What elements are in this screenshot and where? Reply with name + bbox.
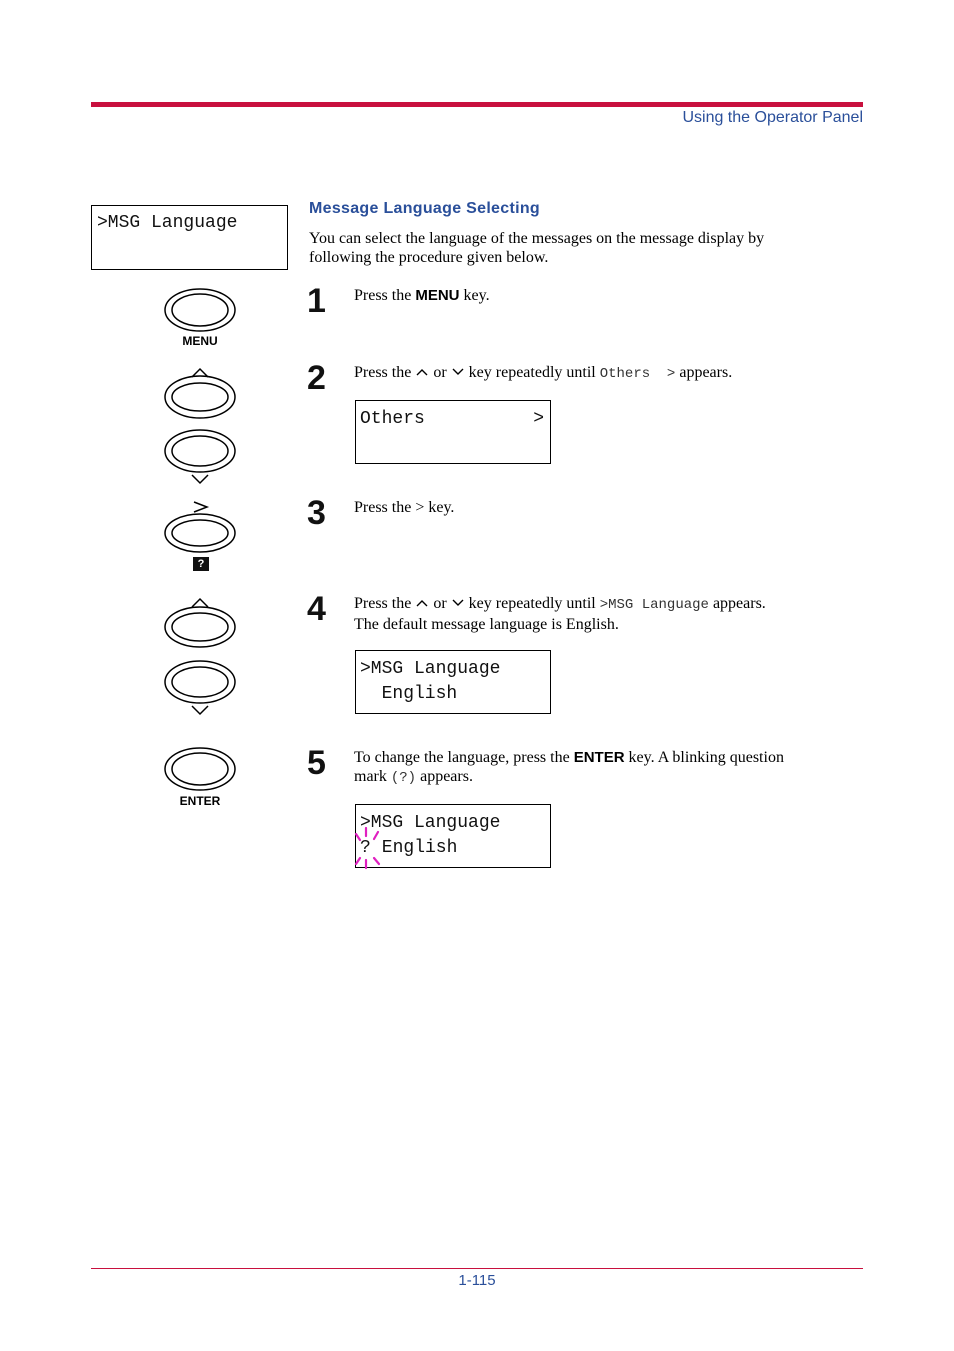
section-title: Message Language Selecting: [309, 200, 540, 217]
enter-key-icon: [162, 747, 238, 793]
right-key-icon: [162, 498, 238, 554]
down-key-icon-2: [162, 660, 238, 718]
step-4-line-2: The default message language is English.: [354, 616, 619, 633]
step-4-code: >MSG Language: [599, 597, 709, 613]
step-number-3: 3: [307, 494, 326, 532]
step-5-pre: To change the language, press the: [354, 749, 574, 766]
lcd-msg-language-english: [355, 650, 551, 714]
caret-down-icon: [451, 367, 465, 377]
step-5-line2-pre: mark: [354, 768, 391, 785]
step-5-text: [354, 748, 784, 788]
lcd-line-2: English: [371, 838, 458, 858]
menu-key-ref: MENU: [415, 287, 460, 304]
menu-key-label: MENU: [182, 334, 218, 348]
caret-up-icon: [415, 598, 429, 608]
lcd-others: [355, 400, 551, 464]
step-number-1: 1: [307, 282, 326, 320]
step-4-pre: Press the: [354, 595, 416, 612]
lcd-msg-language-blinking: [355, 804, 551, 868]
lcd-line-1: Others: [360, 409, 425, 429]
step-1-pre: Press the: [354, 287, 416, 304]
lcd-blinking-question: ?: [360, 838, 371, 858]
header-rule: [91, 102, 863, 107]
intro-paragraph: [309, 229, 859, 267]
step-4-text: [354, 594, 766, 634]
step-1-text: [354, 286, 490, 305]
step-number-4: 4: [307, 590, 326, 628]
down-key-icon: [162, 429, 238, 487]
lcd-arrow: >: [533, 409, 544, 429]
step-2-or: or: [433, 364, 447, 381]
lcd-line-1: >MSG Language: [360, 659, 501, 679]
step-2-code: Others >: [599, 366, 676, 382]
lcd-line-2: English: [360, 684, 458, 704]
step-2-text: [354, 363, 732, 384]
step-2-post: appears.: [675, 364, 733, 381]
step-1-post: key.: [459, 287, 490, 304]
up-key-icon-2: [162, 593, 238, 649]
step-5-line2-post: appears.: [416, 768, 473, 785]
intro-line-2: following the procedure given below.: [309, 249, 549, 266]
step-2-pre: Press the: [354, 364, 416, 381]
step-number-5: 5: [307, 744, 326, 782]
lcd-msg-language: [91, 205, 288, 270]
step-2-mid: key repeatedly until: [468, 364, 600, 381]
menu-key-icon: [162, 288, 238, 334]
lcd-line-1: >MSG Language: [97, 213, 238, 233]
running-header: Using the Operator Panel: [682, 109, 863, 126]
step-4-mid: key repeatedly until: [468, 595, 600, 612]
help-badge-icon: ?: [193, 557, 209, 571]
step-3-text: Press the > key.: [354, 499, 455, 516]
caret-up-icon: [415, 367, 429, 377]
step-5-post: key. A blinking question: [624, 749, 784, 766]
lcd-line-1: >MSG Language: [360, 813, 501, 833]
step-number-2: 2: [307, 359, 326, 397]
intro-line-1: You can select the language of the messages on the message display by: [309, 230, 765, 247]
step-4-post: appears.: [708, 595, 766, 612]
blink-rays-icon: [352, 826, 384, 870]
footer-rule: [91, 1268, 863, 1269]
page-number: 1-115: [458, 1272, 496, 1289]
enter-key-label: ENTER: [179, 794, 221, 808]
step-4-or: or: [433, 595, 447, 612]
up-key-icon: [162, 364, 238, 420]
step-5-code: (?): [390, 770, 417, 786]
caret-down-icon: [451, 598, 465, 608]
enter-key-ref: ENTER: [573, 749, 625, 766]
